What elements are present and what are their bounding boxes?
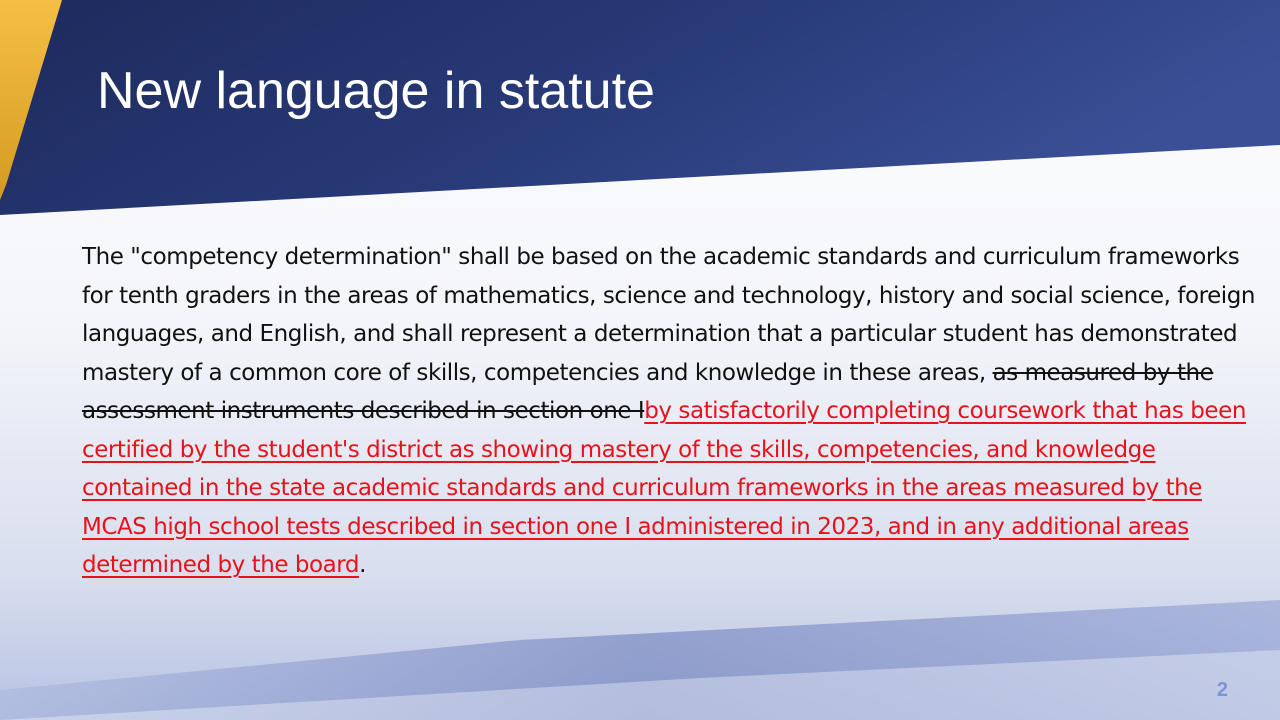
page-number: 2 bbox=[1216, 679, 1228, 701]
closing-punctuation: . bbox=[359, 552, 366, 578]
deleted-text: as measured by the assessment instruments described in section one I bbox=[82, 359, 1214, 424]
inserted-text: by satisfactorily completing coursework that has been certified by the student's district as showing mastery of the skills, competencies, and knowledge contained in the state academic standards and curriculum frameworks in the areas measured by the MCAS high school tests described in section one I administered in 2023, and in any additional areas determined by the board bbox=[82, 398, 1246, 578]
slide-title: New language in statute bbox=[97, 62, 655, 120]
statute-paragraph bbox=[82, 238, 1262, 585]
original-text: The "competency determination" shall be based on the academic standards and curriculum frameworks for tenth graders in the areas of mathematics, science and technology, history and social science, foreign languages, and English, and shall represent a determination that a particular student has demonstrated mastery of a common core of skills, competencies and knowledge in these areas, bbox=[82, 244, 1255, 386]
